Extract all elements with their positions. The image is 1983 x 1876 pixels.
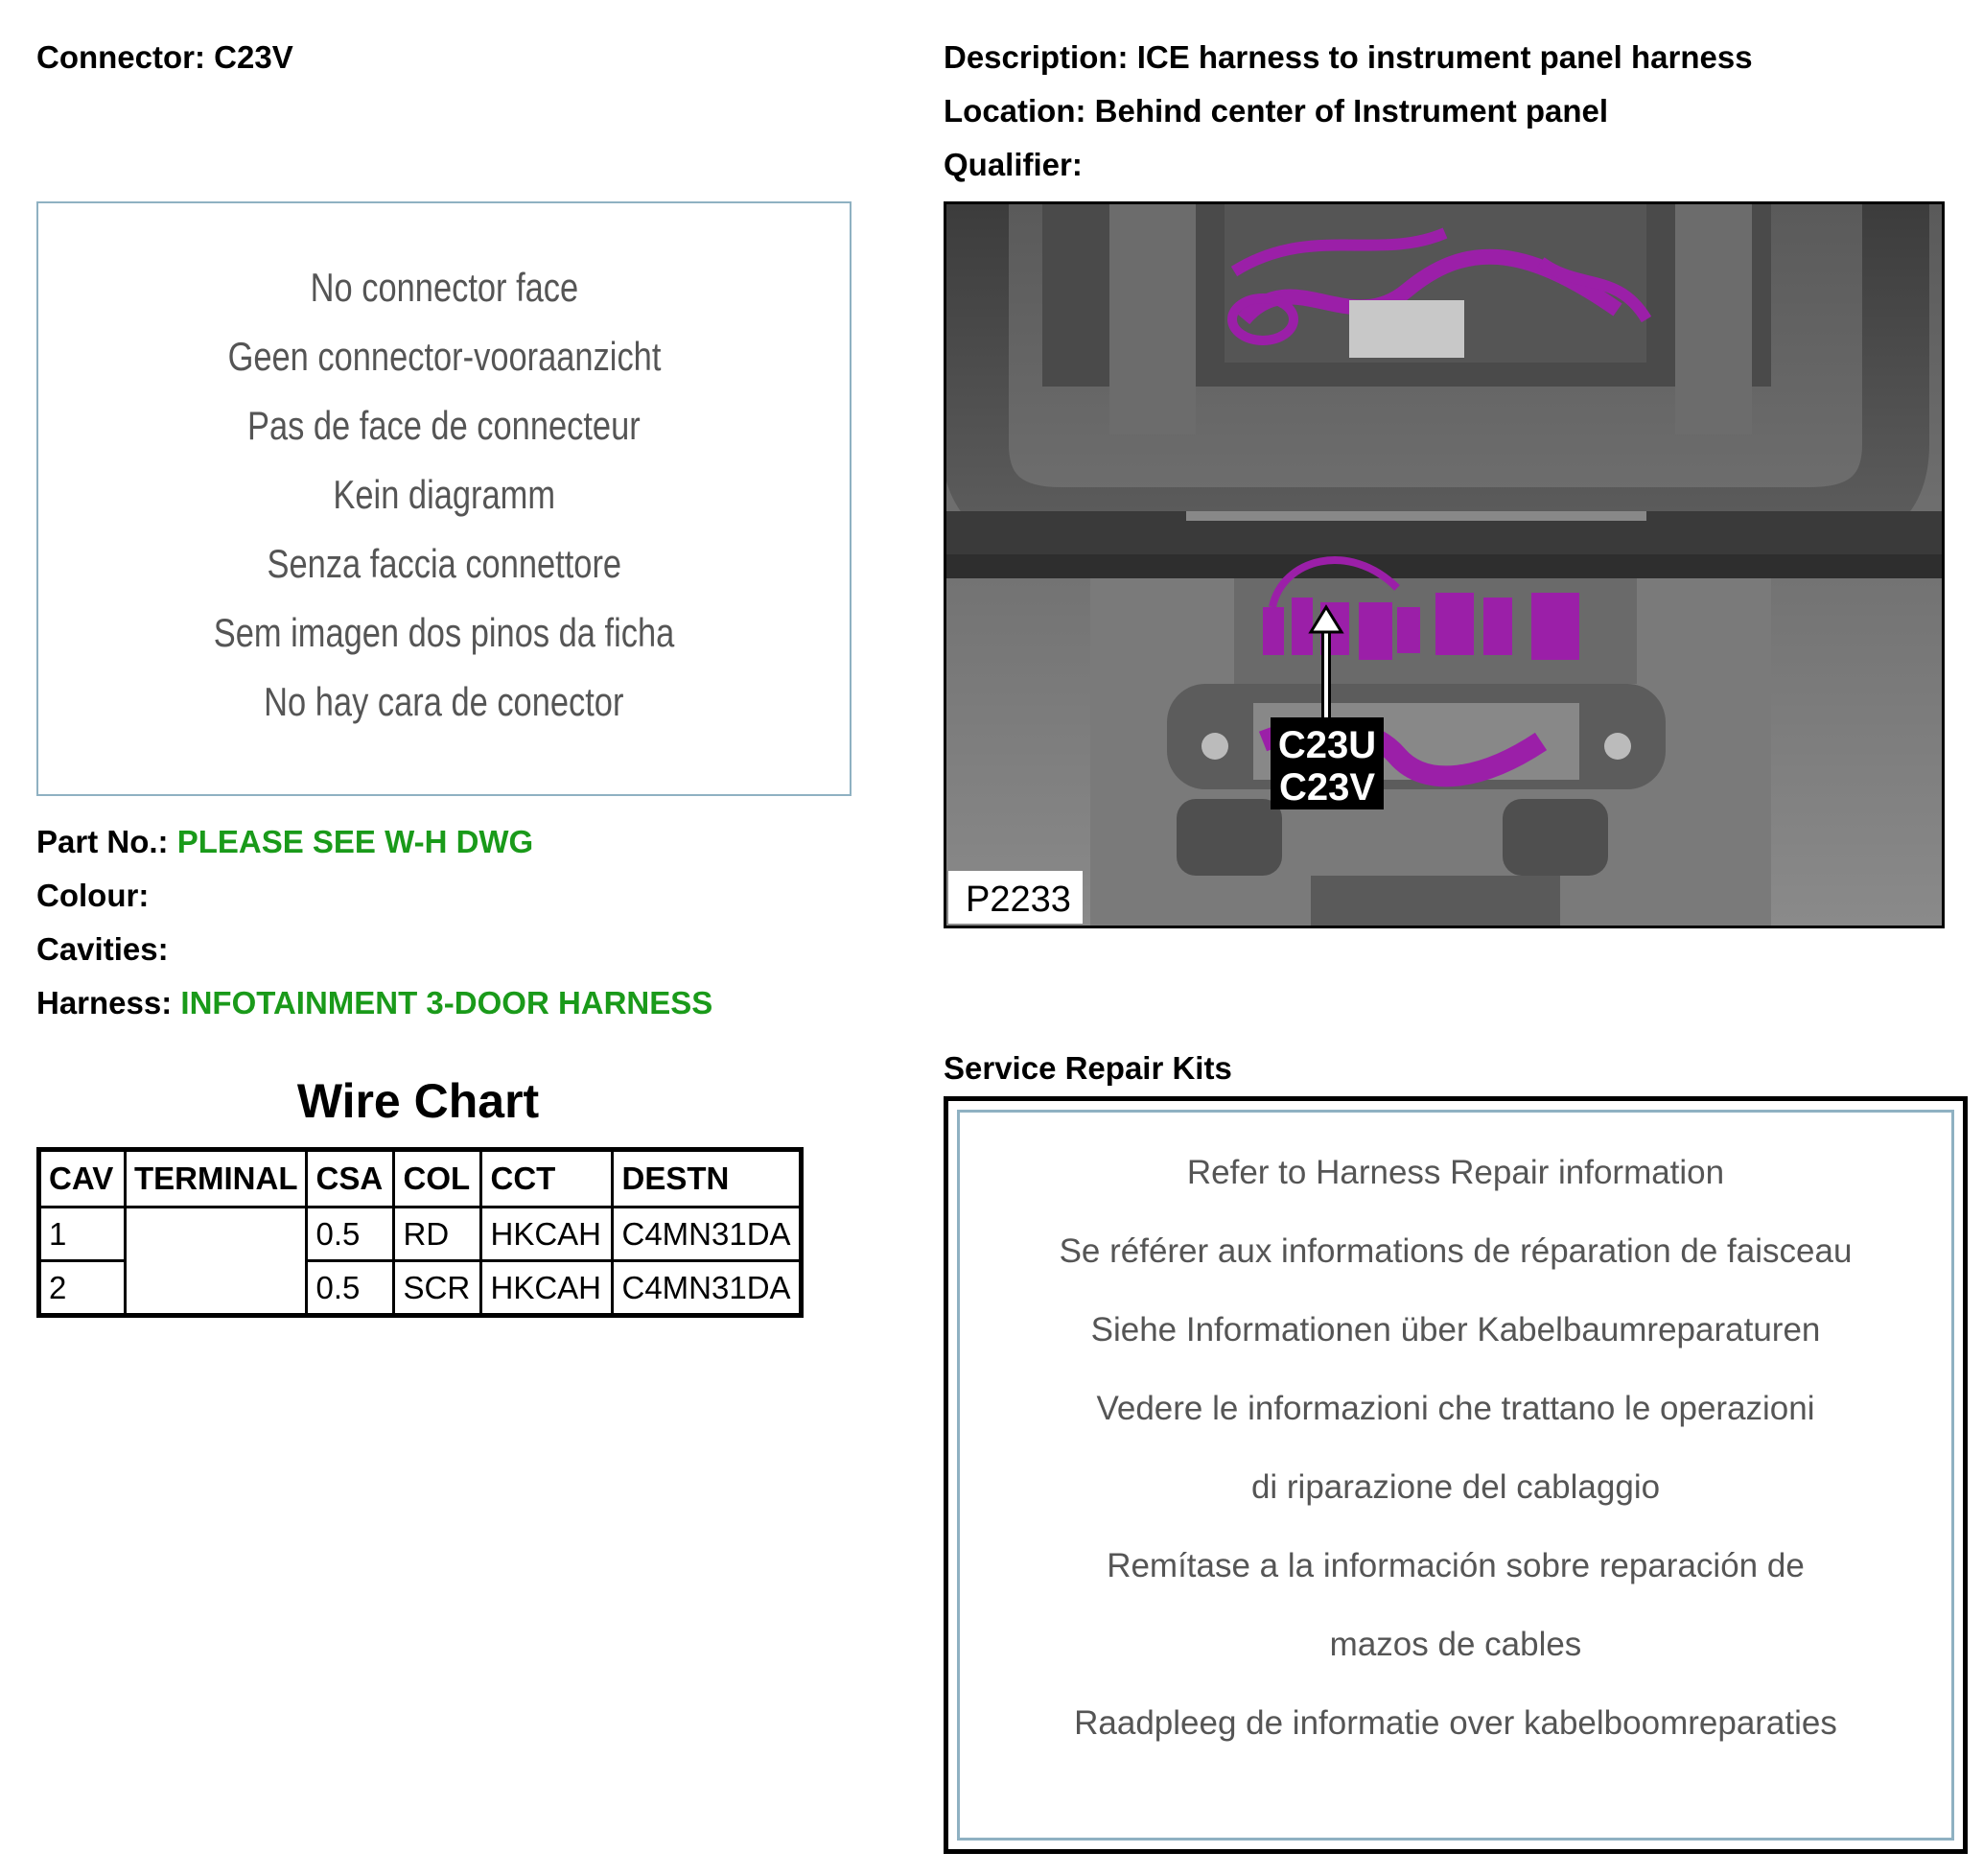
colour-label: Colour: xyxy=(36,878,150,913)
cell-cav: 1 xyxy=(39,1208,126,1261)
header-cav: CAV xyxy=(39,1150,126,1208)
location-illustration xyxy=(946,204,1942,926)
connector-label: Connector: xyxy=(36,39,205,75)
kit-line: Vedere le informazioni che trattano le operazioni xyxy=(1096,1390,1815,1427)
cell-csa: 0.5 xyxy=(307,1208,394,1261)
connector-value: C23V xyxy=(214,39,293,75)
cell-terminal xyxy=(126,1208,307,1316)
kit-line: di riparazione del cablaggio xyxy=(1250,1468,1661,1506)
header-col: COL xyxy=(394,1150,481,1208)
service-repair-kits-inner xyxy=(957,1110,1954,1841)
qualifier-line xyxy=(944,146,1083,184)
callout-c23u: C23U xyxy=(1277,724,1377,766)
harness-line xyxy=(36,984,712,1022)
wire-chart-table xyxy=(36,1147,804,1318)
harness-label: Harness: xyxy=(36,985,173,1020)
cell-destn: C4MN31DA xyxy=(613,1208,801,1261)
harness-value: INFOTAINMENT 3-DOOR HARNESS xyxy=(180,985,713,1020)
location-line xyxy=(944,92,1608,130)
location-label: Location: xyxy=(944,93,1086,129)
location-photo xyxy=(944,201,1945,928)
connector-face-box xyxy=(36,201,852,796)
part-no-line xyxy=(36,823,533,861)
description-line xyxy=(944,38,1753,77)
colour-line xyxy=(36,877,149,915)
kit-line: mazos de cables xyxy=(1329,1626,1582,1663)
wire-chart-header-row xyxy=(39,1150,802,1208)
kit-line: Remítase a la información sobre reparación de xyxy=(1107,1547,1805,1584)
part-no-value: PLEASE SEE W-H DWG xyxy=(176,824,534,859)
description-value: ICE harness to instrument panel harness xyxy=(1136,39,1753,75)
kit-line: Siehe Informationen über Kabelbaumreparaturen xyxy=(1090,1311,1821,1348)
cell-destn: C4MN31DA xyxy=(613,1261,801,1316)
wire-chart-title: Wire Chart xyxy=(296,1074,540,1128)
face-note-line: Geen connector-vooraanzicht xyxy=(227,334,661,379)
cell-col: SCR xyxy=(394,1261,481,1316)
table-row xyxy=(39,1208,802,1261)
cavities-label: Cavities: xyxy=(36,931,169,967)
cell-cct: HKCAH xyxy=(481,1208,613,1261)
callout-c23v: C23V xyxy=(1278,766,1376,809)
description-label: Description: xyxy=(944,39,1129,75)
service-repair-kits-box xyxy=(944,1096,1968,1854)
header-terminal: TERMINAL xyxy=(126,1150,307,1208)
location-value: Behind center of Instrument panel xyxy=(1094,93,1609,129)
connector-line xyxy=(36,38,293,77)
figure-id: P2233 xyxy=(966,879,1071,920)
cell-csa: 0.5 xyxy=(307,1261,394,1316)
face-note-line: Pas de face de connecteur xyxy=(247,403,641,448)
qualifier-label: Qualifier: xyxy=(944,147,1083,182)
header-destn: DESTN xyxy=(613,1150,801,1208)
header-csa: CSA xyxy=(307,1150,394,1208)
face-note-line: Sem imagen dos pinos da ficha xyxy=(213,610,675,655)
face-note-line: Kein diagramm xyxy=(333,472,555,517)
service-repair-kits-title: Service Repair Kits xyxy=(944,1050,1232,1086)
cell-cav: 2 xyxy=(39,1261,126,1316)
kit-line: Raadpleeg de informatie over kabelboomreparaties xyxy=(1074,1704,1837,1742)
part-no-label: Part No.: xyxy=(36,824,169,859)
cell-col: RD xyxy=(394,1208,481,1261)
face-note-line: No connector face xyxy=(310,265,578,310)
kit-line: Refer to Harness Repair information xyxy=(1186,1154,1725,1191)
cell-cct: HKCAH xyxy=(481,1261,613,1316)
face-note-line: Senza faccia connettore xyxy=(267,541,621,586)
kit-line: Se référer aux informations de réparation de faisceau xyxy=(1059,1232,1853,1270)
header-cct: CCT xyxy=(481,1150,613,1208)
face-note-line: No hay cara de conector xyxy=(264,679,624,724)
cavities-line xyxy=(36,930,169,969)
